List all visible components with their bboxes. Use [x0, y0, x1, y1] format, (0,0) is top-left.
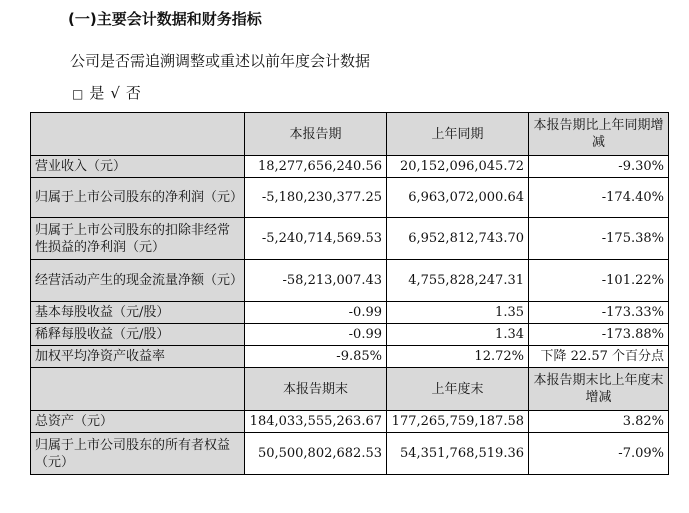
row-label: 经营活动产生的现金流量净额（元） [31, 260, 245, 302]
prior-value: 4,755,828,247.31 [387, 260, 529, 302]
yes-checkbox-icon: □ [72, 87, 84, 101]
current-value: -0.99 [245, 302, 387, 324]
table-row [31, 346, 669, 368]
table1-header-change: 本报告期比上年同期增减 [529, 113, 669, 156]
restatement-options [72, 82, 147, 105]
check-mark-icon: √ [110, 84, 120, 102]
row-label: 基本每股收益（元/股） [31, 302, 245, 324]
table-row [31, 411, 669, 433]
current-value: -0.99 [245, 324, 387, 346]
change-value: -175.38% [529, 218, 669, 260]
table2-header-prior: 上年度末 [387, 368, 529, 411]
prior-value: 177,265,759,187.58 [387, 411, 529, 433]
change-value: -173.33% [529, 302, 669, 324]
table2-header-row [31, 368, 669, 411]
row-label: 总资产（元） [31, 411, 245, 433]
table2-header-blank [31, 368, 245, 411]
row-label: 稀释每股收益（元/股） [31, 324, 245, 346]
current-value: -58,213,007.43 [245, 260, 387, 302]
prior-value: 1.35 [387, 302, 529, 324]
change-value: -174.40% [529, 178, 669, 218]
row-label: 归属于上市公司股东的净利润（元） [31, 178, 245, 218]
option-yes-label: 是 [89, 84, 105, 102]
table2-header-current: 本报告期末 [245, 368, 387, 411]
table-row [31, 178, 669, 218]
prior-value: 20,152,096,045.72 [387, 156, 529, 178]
current-value: -9.85% [245, 346, 387, 368]
current-value: -5,180,230,377.25 [245, 178, 387, 218]
row-label: 加权平均净资产收益率 [31, 346, 245, 368]
restatement-question: 公司是否需追溯调整或重述以前年度会计数据 [70, 52, 371, 70]
table1-header-row [31, 113, 669, 156]
financial-indicators-table [30, 112, 669, 475]
prior-value: 6,963,072,000.64 [387, 178, 529, 218]
change-value: 下降 22.57 个百分点 [529, 346, 669, 368]
section-title: (一)主要会计数据和财务指标 [68, 10, 262, 28]
table-row [31, 433, 669, 475]
table-row [31, 218, 669, 260]
change-value: -173.88% [529, 324, 669, 346]
prior-value: 1.34 [387, 324, 529, 346]
table1-header-prior: 上年同期 [387, 113, 529, 156]
change-value: -9.30% [529, 156, 669, 178]
table-row [31, 302, 669, 324]
table1-header-blank [31, 113, 245, 156]
current-value: -5,240,714,569.53 [245, 218, 387, 260]
current-value: 50,500,802,682.53 [245, 433, 387, 475]
change-value: -7.09% [529, 433, 669, 475]
current-value: 18,277,656,240.56 [245, 156, 387, 178]
row-label: 归属于上市公司股东的扣除非经常性损益的净利润（元） [31, 218, 245, 260]
table-row [31, 156, 669, 178]
row-label: 营业收入（元） [31, 156, 245, 178]
prior-value: 12.72% [387, 346, 529, 368]
option-no-label: 否 [125, 84, 141, 102]
table-row [31, 260, 669, 302]
table-row [31, 324, 669, 346]
table1-header-current: 本报告期 [245, 113, 387, 156]
change-value: -101.22% [529, 260, 669, 302]
current-value: 184,033,555,263.67 [245, 411, 387, 433]
table2-header-change: 本报告期末比上年度末增减 [529, 368, 669, 411]
row-label: 归属于上市公司股东的所有者权益（元） [31, 433, 245, 475]
prior-value: 6,952,812,743.70 [387, 218, 529, 260]
change-value: 3.82% [529, 411, 669, 433]
prior-value: 54,351,768,519.36 [387, 433, 529, 475]
